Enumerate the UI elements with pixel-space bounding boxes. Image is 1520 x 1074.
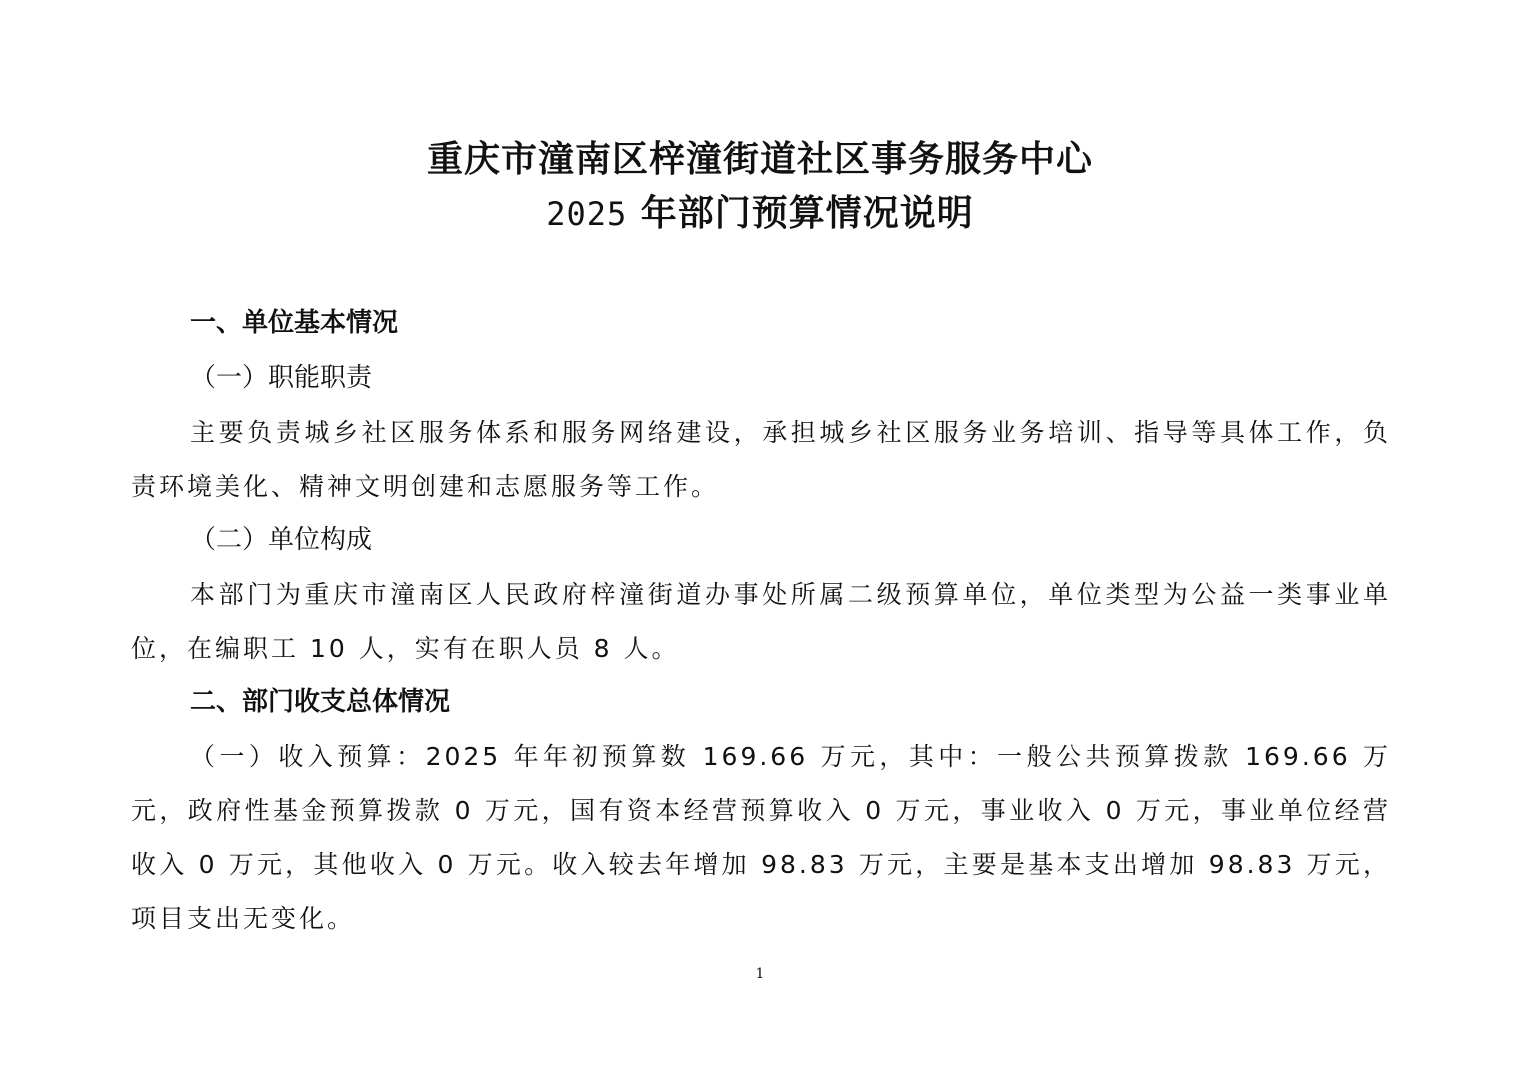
section2-heading: 二、部门收支总体情况 xyxy=(190,687,451,717)
income-body: 2025 年年初预算数 169.66 万元，其中：一般公共预算拨款 169.66 万元，政府性基金预算拨款 0 万元，国有资本经营预算收入 0 万元，事业收入 0 万元，事业单位经营收入 0 万元，其他收入 0 万元。收入较去年增加 98.83 万元，主要是基本支出增加 98.83 万元，项目支出无变化。 xyxy=(131,742,1391,933)
income-lead: （一）收入预算： xyxy=(190,742,426,771)
page-number: 1 xyxy=(755,966,765,982)
section1-duties-paragraph: 主要负责城乡社区服务体系和服务网络建设，承担城乡社区服务业务培训、指导等具体工作，负责环境美化、精神文明创建和志愿服务等工作。 xyxy=(131,418,1391,501)
section1-subheading-duties: （一）职能职责 xyxy=(190,363,373,393)
title-year: 2025 xyxy=(546,195,628,233)
section1-heading: 一、单位基本情况 xyxy=(190,308,399,338)
section1-subheading-composition: （二）单位构成 xyxy=(190,525,373,555)
document-title-line1: 重庆市潼南区梓潼街道社区事务服务中心 xyxy=(426,138,1093,180)
section1-composition-paragraph: 本部门为重庆市潼南区人民政府梓潼街道办事处所属二级预算单位，单位类型为公益一类事业单位，在编职工 10 人，实有在职人员 8 人。 xyxy=(131,580,1391,663)
document-title-line2 xyxy=(0,189,1520,238)
title-rest: 年部门预算情况说明 xyxy=(627,192,974,234)
section2-income-paragraph xyxy=(131,730,1391,946)
